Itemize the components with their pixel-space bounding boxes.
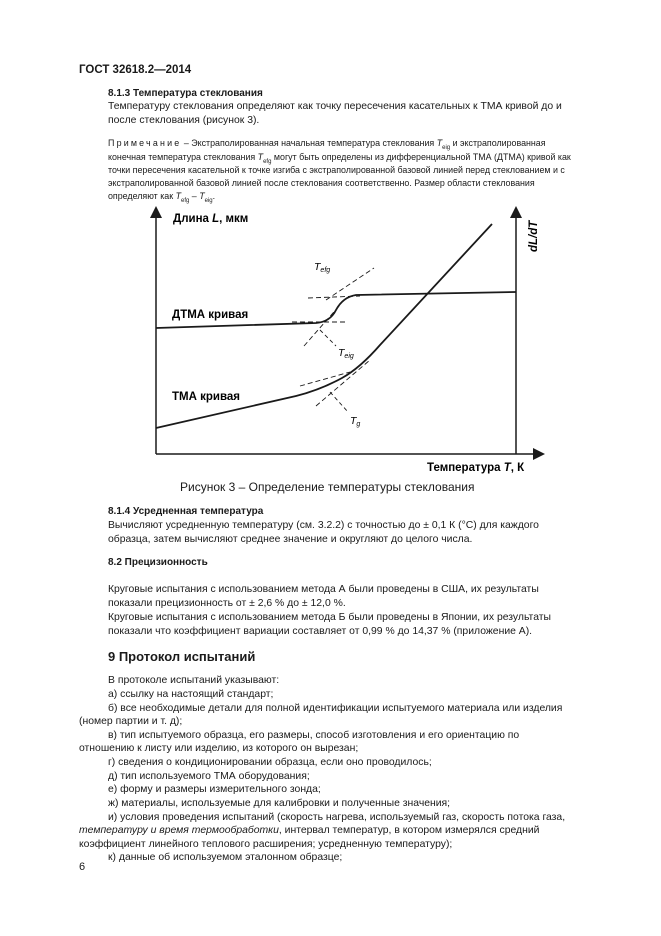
item-v-line-1: в) тип испытуемого образца, его размеры, способ изготовления и его ориентацию по — [108, 730, 520, 741]
item-k: к) данные об используемом эталонном образце; — [108, 852, 343, 863]
item-b-line-1: б) все необходимые детали для полной идентификации испытуемого материала или изделия — [108, 703, 563, 714]
section-9-title: 9 Протокол испытаний — [108, 649, 256, 664]
item-d: д) тип используемого ТМА оборудования; — [108, 771, 310, 782]
section-8-2-line-1: Круговые испытания с использованием метода А были проведены в США, их результаты — [108, 584, 539, 595]
x-axis-label: Температура T, К — [427, 462, 525, 474]
section-8-1-3-title: 8.1.3 Температура стеклования — [108, 88, 263, 99]
item-b-line-2: (номер партии и т. д); — [79, 716, 183, 727]
note-line-4: экстраполированной базовой линией после стеклования соответственно. Размер области стеклования — [108, 178, 535, 188]
note-line-1: Примечание – Экстраполированная начальная температура стеклования $T_{eig}$ и экстраполированная — [108, 138, 546, 151]
item-a: а) ссылку на настоящий стандарт; — [108, 689, 274, 700]
note-label: Примечание — [108, 138, 182, 148]
item-zh: ж) материалы, используемые для калибровки и полученные значения; — [108, 798, 451, 809]
item-g: г) сведения о кондиционировании образца, если оно проводилось; — [108, 757, 432, 768]
y-label-right: dL/dT — [528, 220, 540, 252]
page-number: 6 — [79, 861, 86, 873]
item-i-line-3: коэффициент линейного теплового расширения; усредненную температуру); — [79, 839, 453, 850]
item-e: е) форму и размеры измерительного зонда; — [108, 784, 321, 795]
section-8-1-4-title: 8.1.4 Усредненная температура — [108, 506, 264, 517]
tma-curve-label: ТМА кривая — [172, 391, 240, 403]
tefg-tangent-1 — [308, 296, 360, 298]
tg-tangent-2 — [316, 360, 370, 406]
teig-label: Teig — [338, 347, 354, 360]
note-line-5: определяют как $T_{efg} - T_{eig}$. — [108, 191, 216, 204]
y-label-left: Длина L, мкм — [173, 213, 249, 225]
document-number: ГОСТ 32618.2—2014 — [79, 64, 192, 76]
section-8-2-line-4: показали что коэффициент вариации составляет от 0,99 % до 14,37 % (приложение А). — [108, 626, 533, 637]
section-9-intro: В протоколе испытаний указывают: — [108, 675, 280, 686]
section-8-2-line-3: Круговые испытания с использованием метода Б были проведены в Японии, их результаты — [108, 612, 551, 623]
section-8-1-3-line-2: после стеклования (рисунок 3). — [108, 115, 260, 126]
tg-pointer — [330, 392, 348, 412]
teig-tangent-2 — [304, 305, 340, 346]
item-i-line-2: температуру и время термообработки, интервал температур, в котором измерялся средний — [79, 825, 540, 836]
section-8-1-4-line-1: Вычисляют усредненную температуру (см. 3.2.2) с точностью до ± 0,1 К (°С) для каждого — [108, 520, 539, 531]
note-line-3: точки пересечения касательной к точке изгиба с экстраполированной базовой линией перед стеклованием и с — [108, 165, 565, 175]
section-8-2-line-2: показали прецизионность от ± 2,6 % до ± 12,0 %. — [108, 598, 346, 609]
figure-3-caption: Рисунок 3 – Определение температуры стеклования — [180, 480, 475, 494]
section-8-2-title: 8.2 Прецизионность — [108, 557, 208, 568]
section-8-1-4-line-2: образца, затем вычисляют среднее значение и округляют до целого числа. — [108, 534, 473, 545]
item-i-line-1: и) условия проведения испытаний (скорость нагрева, используемый газ, скорость потока газа, — [108, 812, 566, 823]
note-line-2: конечная температура стеклования $T_{efg}$ могут быть определены из дифференциальной ТМА (ДТМА) кривой как — [108, 152, 571, 165]
teig-pointer — [320, 330, 336, 346]
tefg-label: Tefg — [314, 261, 331, 274]
item-v-line-2: отношению к листу или изделию, из которого он вырезан; — [79, 743, 359, 754]
section-8-1-3-line-1: Температуру стеклования определяют как точку пересечения касательных к ТМА кривой до и — [108, 101, 562, 112]
dtma-curve-label: ДТМА кривая — [172, 309, 249, 321]
tg-label: Tg — [350, 415, 361, 428]
